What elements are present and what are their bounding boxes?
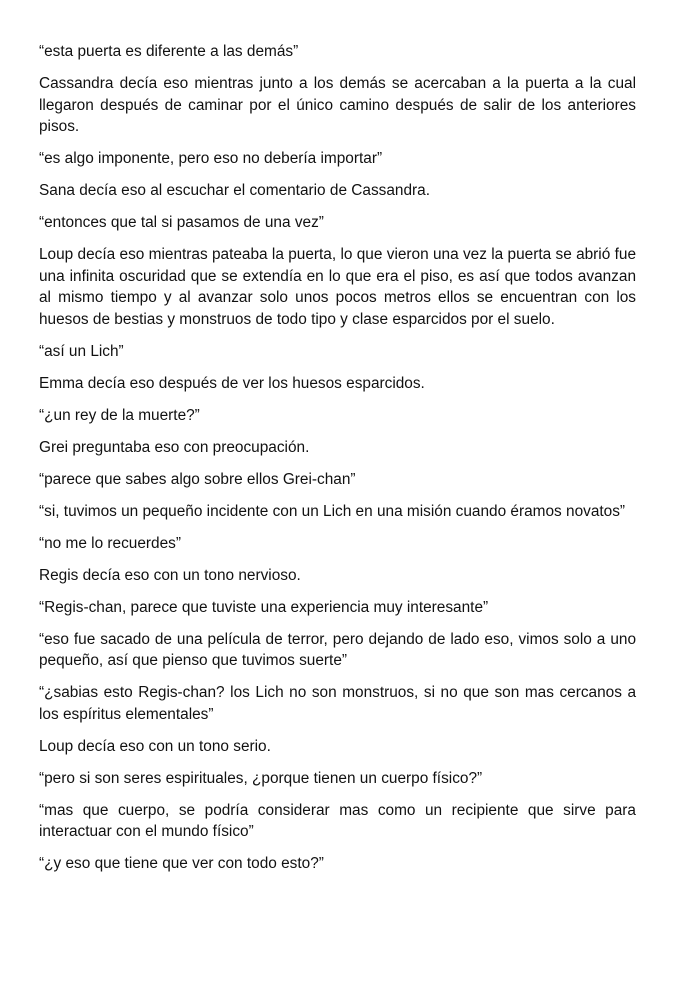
paragraph: “no me lo recuerdes” — [39, 534, 181, 552]
paragraph: “entonces que tal si pasamos de una vez” — [39, 214, 324, 231]
paragraph: “parece que sabes algo sobre ellos Grei-chan” — [39, 470, 356, 488]
paragraph: “eso fue sacado de una película de terror, pero dejando de lado eso, vimos solo a uno pequeño, así que pienso que tuvimos suerte” — [39, 630, 636, 669]
paragraph: Regis decía eso con un tono nervioso. — [39, 566, 301, 584]
paragraph: “¿y eso que tiene que ver con todo esto?” — [39, 855, 324, 872]
paragraph: “Regis-chan, parece que tuviste una experiencia muy interesante” — [39, 598, 489, 616]
paragraph: “¿un rey de la muerte?” — [39, 406, 200, 424]
paragraph: “pero si son seres espirituales, ¿porque tienen un cuerpo físico?” — [39, 769, 483, 787]
paragraph: “así un Lich” — [39, 342, 124, 360]
paragraph: Loup decía eso mientras pateaba la puerta, lo que vieron una vez la puerta se abrió fue una infinita oscuridad que se extendía en lo que era el piso, es así que todos avanzan al mismo tiempo y al avanzar solo unos pocos metros ellos se encuentran con los huesos de bestias y monstruos de todo tipo y clase esparcidos por el suelo. — [39, 246, 636, 328]
paragraph: Emma decía eso después de ver los huesos esparcidos. — [39, 374, 425, 392]
paragraph: Sana decía eso al escuchar el comentario de Cassandra. — [39, 182, 430, 199]
paragraph: “si, tuvimos un pequeño incidente con un Lich en una misión cuando éramos novatos” — [39, 502, 626, 520]
paragraph: “esta puerta es diferente a las demás” — [39, 43, 299, 60]
paragraph: Loup decía eso con un tono serio. — [39, 737, 271, 755]
paragraph: Grei preguntaba eso con preocupación. — [39, 438, 310, 456]
paragraph: “mas que cuerpo, se podría considerar mas como un recipiente que sirve para interactuar con el mundo físico” — [39, 801, 636, 840]
paragraph: Cassandra decía eso mientras junto a los demás se acercaban a la puerta a la cual llegaron después de caminar por el único camino después de salir de los anteriores pisos. — [39, 75, 636, 135]
document-page — [39, 41, 636, 885]
paragraph: “es algo imponente, pero eso no debería importar” — [39, 150, 383, 167]
paragraph: “¿sabias esto Regis-chan? los Lich no son monstruos, si no que son mas cercanos a los espíritus elementales” — [39, 684, 636, 723]
